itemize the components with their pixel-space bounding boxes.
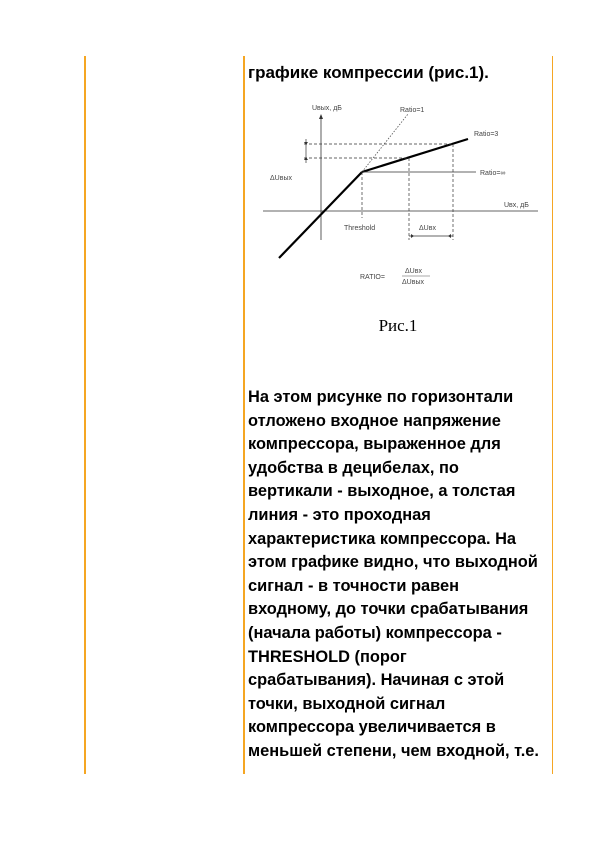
y-axis-arrow bbox=[319, 114, 323, 119]
ratio-3-label: Ratio=3 bbox=[474, 131, 499, 138]
delta-uin-label: ΔUвх bbox=[419, 225, 436, 232]
formula-denominator: ΔUвых bbox=[402, 279, 424, 286]
formula-lhs: RATIO= bbox=[360, 274, 385, 281]
characteristic-linear bbox=[279, 172, 362, 258]
ratio-1-line bbox=[362, 114, 408, 172]
delta-in-arrow-right bbox=[448, 234, 451, 238]
body-paragraph: На этом рисунке по горизонтали отложено входное напряжение компрессора, выраженное для удобства в децибелах, по вертикали - выходное, а толстая линия - это проходная характеристика компрессора. На этом графике видно, что выходной сигнал - в точности равен входному, до точки срабатывания (начала работы) компрессора - THRESHOLD (порог срабатывания). Начиная с этой точки, выходной сигнал компрессора увеличивается в меньшей степени, чем входной, т.е. bbox=[248, 388, 539, 760]
ratio-1-label: Ratio=1 bbox=[400, 107, 425, 114]
compression-figure bbox=[248, 92, 548, 292]
delta-uout-label: ΔUвых bbox=[270, 175, 292, 182]
compression-diagram bbox=[248, 92, 548, 292]
x-axis-label: Uвх, дБ bbox=[504, 202, 529, 209]
intro-text: графике компрессии (рис.1). bbox=[248, 63, 489, 82]
formula-numerator: ΔUвх bbox=[405, 268, 422, 275]
figure-caption: Рис.1 bbox=[378, 316, 418, 335]
delta-in-arrow-left bbox=[411, 234, 414, 238]
y-axis-label: Uвых, дБ bbox=[312, 105, 342, 112]
left-margin-rule bbox=[84, 56, 86, 774]
ratio-inf-label: Ratio=∞ bbox=[480, 170, 506, 177]
delta-out-arrow-bottom bbox=[304, 157, 308, 160]
delta-out-arrow-top bbox=[304, 142, 308, 145]
threshold-label: Threshold bbox=[344, 225, 376, 232]
column-left-rule bbox=[243, 56, 245, 774]
